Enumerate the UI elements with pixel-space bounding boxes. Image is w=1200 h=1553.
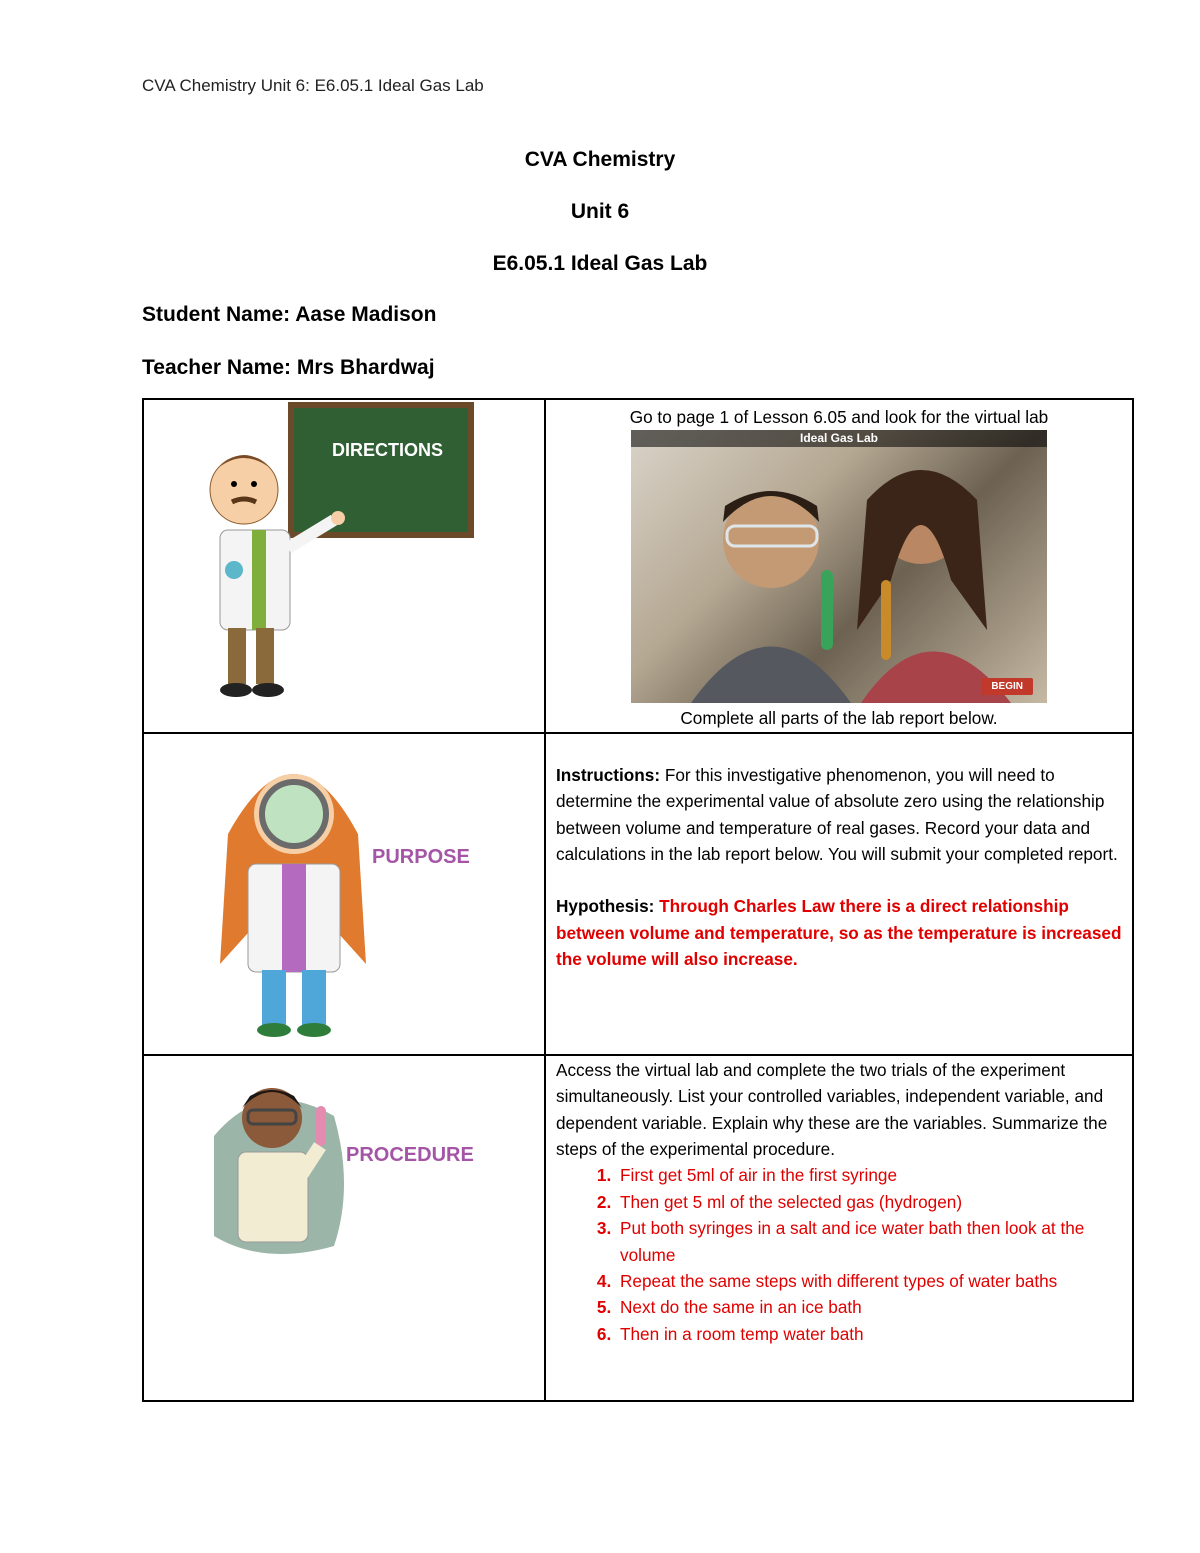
directions-illustration-cell (143, 399, 545, 733)
procedure-step: 5. Next do the same in an ice bath (616, 1294, 1132, 1320)
student-name-label: Student Name: (142, 303, 291, 326)
begin-button[interactable]: BEGIN (981, 678, 1033, 695)
directions-row (143, 399, 1133, 733)
teacher-name-value: Mrs Bhardwaj (296, 356, 435, 379)
procedure-step: 3. Put both syringes in a salt and ice water bath then look at the volume (616, 1215, 1132, 1268)
lab-title: E6.05.1 Ideal Gas Lab (492, 252, 708, 275)
purpose-label: PURPOSE (372, 845, 470, 868)
chalkboard (294, 408, 468, 532)
purpose-illustration-cell (143, 733, 545, 1055)
scientist-purpose-illustration (144, 734, 540, 1049)
directions-content-cell (545, 399, 1133, 733)
hypothesis-paragraph (546, 867, 1132, 972)
hypothesis-label: Hypothesis: (556, 896, 655, 917)
running-header: CVA Chemistry Unit 6: E6.05.1 Ideal Gas Lab (142, 76, 484, 95)
instructions-label: Instructions: (556, 764, 661, 785)
instructions-text: For this investigative phenomenon, you will need to determine the experimental value of absolute zero using the relationship between volume and temperature of real gases. Record your data and calculations in the lab report below. You will submit your completed report. (556, 764, 1118, 865)
scientist-procedure-illustration (144, 1056, 540, 1395)
students-photo (631, 430, 1047, 703)
directions-sign-label: DIRECTIONS (332, 440, 444, 460)
course-title: CVA Chemistry (524, 148, 676, 171)
procedure-step: 4. Repeat the same steps with different types of water baths (616, 1268, 1132, 1294)
procedure-intro: Access the virtual lab and complete the two trials of the experiment simultaneously. List your controlled variables, independent variable, and dependent variable. Explain why these are the variables. Summarize the steps of the experimental procedure. (556, 1059, 1108, 1160)
procedure-step: 6. Then in a room temp water bath (616, 1321, 1132, 1347)
purpose-content-cell (545, 733, 1133, 1055)
directions-intro: Go to page 1 of Lesson 6.05 and look for the virtual lab (629, 407, 1049, 427)
virtual-lab-banner[interactable] (631, 430, 1047, 703)
virtual-lab-banner-title: Ideal Gas Lab (631, 430, 1047, 447)
lab-report-table (142, 398, 1134, 1402)
student-name-value: Aase Madison (295, 303, 437, 326)
student-name-field (142, 303, 436, 327)
teacher-name-field (142, 356, 435, 380)
directions-outro: Complete all parts of the lab report below. (680, 708, 998, 729)
magnifying-glass (262, 782, 326, 846)
hypothesis-text: Through Charles Law there is a direct relationship between volume and temperature, so as the temperature is increased the volume will also increase. (556, 896, 1122, 970)
procedure-row (143, 1055, 1133, 1401)
teacher-name-label: Teacher Name: (142, 356, 292, 379)
procedure-label: PROCEDURE (346, 1143, 474, 1166)
procedure-step: 2. Then get 5 ml of the selected gas (hydrogen) (616, 1189, 1132, 1215)
procedure-illustration-cell (143, 1055, 545, 1401)
procedure-steps-list (546, 1162, 1132, 1347)
unit-title: Unit 6 (570, 200, 630, 223)
instructions-paragraph (546, 734, 1132, 868)
procedure-content-cell (545, 1055, 1133, 1401)
procedure-step: 1. First get 5ml of air in the first syringe (616, 1162, 1132, 1188)
purpose-row (143, 733, 1133, 1055)
